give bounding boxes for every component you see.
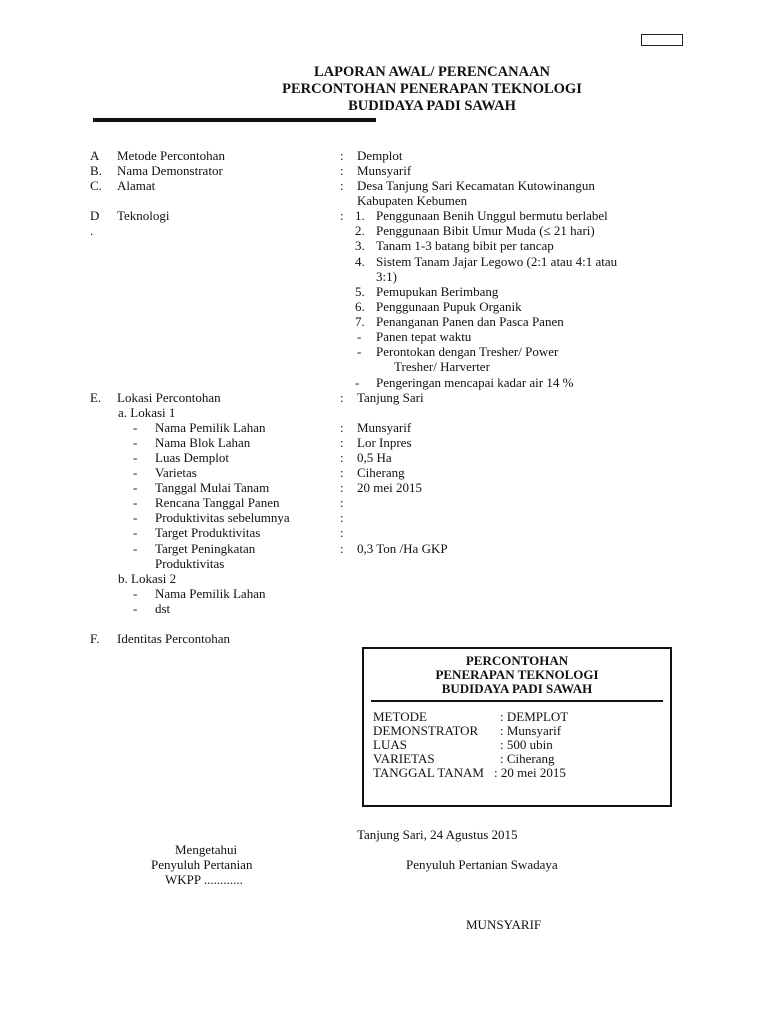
lokasi-1-dash-2: -: [133, 435, 138, 450]
lokasi-1-label-8: Target Produktivitas: [155, 525, 261, 540]
sign-right-title: Penyuluh Pertanian Swadaya: [406, 857, 558, 872]
section-e-value: Tanjung Sari: [357, 390, 424, 405]
section-d-label: Teknologi: [117, 208, 170, 223]
tech-item-3: Tanam 1-3 batang bibit per tancap: [376, 238, 554, 253]
sign-left-2: Penyuluh Pertanian: [151, 857, 253, 872]
title-underline: [93, 118, 376, 122]
tech-item-5: Pemupukan Berimbang: [376, 284, 499, 299]
section-c-value-line-1: Desa Tanjung Sari Kecamatan Kutowinangun: [357, 178, 595, 193]
report-title-line-1: LAPORAN AWAL/ PERENCANAAN: [313, 64, 551, 80]
signboard-title-3: BUDIDAYA PADI SAWAH: [441, 681, 593, 696]
section-b-label: Nama Demonstrator: [117, 163, 223, 178]
lokasi-1-colon-8: :: [340, 525, 344, 540]
tech-num-5: 5.: [355, 284, 365, 299]
signboard-value-demonstrator: : Munsyarif: [500, 723, 562, 738]
tech-sub-dash-3: -: [355, 375, 360, 390]
section-a-colon: :: [340, 148, 344, 163]
tech-num-2: 2.: [355, 223, 365, 238]
signboard-value-luas: : 500 ubin: [500, 737, 553, 752]
lokasi-1-value-9: 0,3 Ton /Ha GKP: [357, 541, 448, 556]
lokasi-1-dash-8: -: [133, 525, 138, 540]
lokasi-1-colon-2: :: [340, 435, 344, 450]
tech-item-4-cont: 3:1): [376, 269, 397, 284]
lokasi-2-heading: b. Lokasi 2: [118, 571, 177, 586]
section-c-label: Alamat: [117, 178, 156, 193]
lokasi-1-label-1: Nama Pemilik Lahan: [155, 420, 266, 435]
lokasi-1-colon-5: :: [340, 480, 344, 495]
signboard-value-metode: : DEMPLOT: [500, 709, 569, 724]
section-c-value-line-2: Kabupaten Kebumen: [357, 193, 468, 208]
lokasi-1-dash-5: -: [133, 480, 138, 495]
signboard-key-luas: LUAS: [373, 737, 407, 752]
corner-box: [641, 34, 683, 46]
tech-sub-2: Perontokan dengan Tresher/ Power: [376, 344, 559, 359]
lokasi-1-dash-7: -: [133, 510, 138, 525]
lokasi-2-dash-2: -: [133, 601, 138, 616]
tech-num-7: 7.: [355, 314, 365, 329]
section-a-label: Metode Percontohan: [117, 148, 225, 163]
section-d-letter: D: [90, 208, 100, 223]
report-title-line-2: PERCONTOHAN PENERAPAN TEKNOLOGI: [282, 81, 582, 97]
report-title-line-3: BUDIDAYA PADI SAWAH: [348, 98, 516, 114]
lokasi-1-value-4: Ciherang: [357, 465, 405, 480]
lokasi-1-colon-4: :: [340, 465, 344, 480]
lokasi-1-label-9: Target Peningkatan: [155, 541, 256, 556]
section-b-value: Munsyarif: [357, 163, 412, 178]
lokasi-1-value-5: 20 mei 2015: [357, 480, 422, 495]
tech-num-1: 1.: [355, 208, 365, 223]
lokasi-1-label-6: Rencana Tanggal Panen: [155, 495, 280, 510]
section-a-letter: A: [90, 148, 100, 163]
demplot-signboard: [362, 647, 672, 807]
signboard-value-tanggal-tanam: : 20 mei 2015: [494, 765, 566, 780]
lokasi-1-heading: a. Lokasi 1: [118, 405, 176, 420]
section-f-letter: F.: [90, 631, 100, 646]
signboard-key-metode: METODE: [373, 709, 427, 724]
place-date: Tanjung Sari, 24 Agustus 2015: [357, 827, 518, 842]
lokasi-1-colon-6: :: [340, 495, 344, 510]
lokasi-1-value-2: Lor Inpres: [357, 435, 412, 450]
lokasi-1-label-4: Varietas: [155, 465, 197, 480]
lokasi-1-value-3: 0,5 Ha: [357, 450, 392, 465]
tech-sub-3: Pengeringan mencapai kadar air 14 %: [376, 375, 574, 390]
lokasi-1-label-2: Nama Blok Lahan: [155, 435, 251, 450]
tech-sub-1: Panen tepat waktu: [376, 329, 472, 344]
section-e-label: Lokasi Percontohan: [117, 390, 221, 405]
section-a-value: Demplot: [357, 148, 403, 163]
signboard-key-demonstrator: DEMONSTRATOR: [373, 723, 479, 738]
section-f-label: Identitas Percontohan: [117, 631, 230, 646]
section-c-letter: C.: [90, 178, 102, 193]
signboard-key-varietas: VARIETAS: [373, 751, 435, 766]
tech-item-4: Sistem Tanam Jajar Legowo (2:1 atau 4:1 atau: [376, 254, 618, 269]
lokasi-1-colon-9: :: [340, 541, 344, 556]
tech-num-4: 4.: [355, 254, 365, 269]
lokasi-2-dash-1: -: [133, 586, 138, 601]
sign-left-1: Mengetahui: [175, 842, 238, 857]
lokasi-2-label-2: dst: [155, 601, 171, 616]
signboard-value-varietas: : Ciherang: [500, 751, 555, 766]
lokasi-1-dash-3: -: [133, 450, 138, 465]
lokasi-1-colon-3: :: [340, 450, 344, 465]
tech-num-3: 3.: [355, 238, 365, 253]
lokasi-1-colon-1: :: [340, 420, 344, 435]
lokasi-1-colon-7: :: [340, 510, 344, 525]
section-b-letter: B.: [90, 163, 102, 178]
signboard-title-2: PENERAPAN TEKNOLOGI: [435, 667, 599, 682]
tech-sub-2-cont: Tresher/ Harverter: [394, 359, 490, 374]
signboard-title-1: PERCONTOHAN: [465, 653, 569, 668]
lokasi-1-value-1: Munsyarif: [357, 420, 412, 435]
lokasi-1-label-5: Tanggal Mulai Tanam: [155, 480, 270, 495]
tech-sub-dash-1: -: [357, 329, 362, 344]
lokasi-1-label-7: Produktivitas sebelumnya: [155, 510, 290, 525]
section-d-colon: :: [340, 208, 344, 223]
lokasi-1-label-9-cont: Produktivitas: [155, 556, 225, 571]
section-e-letter: E.: [90, 390, 102, 405]
lokasi-1-dash-4: -: [133, 465, 138, 480]
lokasi-2-label-1: Nama Pemilik Lahan: [155, 586, 266, 601]
tech-item-6: Penggunaan Pupuk Organik: [376, 299, 522, 314]
lokasi-1-dash-9: -: [133, 541, 138, 556]
sign-left-3: WKPP ............: [165, 872, 243, 887]
signboard-divider: [371, 700, 663, 702]
lokasi-1-dash-6: -: [133, 495, 138, 510]
tech-item-2: Penggunaan Bibit Umur Muda (≤ 21 hari): [376, 223, 595, 238]
section-c-colon: :: [340, 178, 344, 193]
tech-sub-dash-2: -: [357, 344, 362, 359]
section-d-dot: .: [90, 223, 94, 238]
lokasi-1-label-3: Luas Demplot: [155, 450, 230, 465]
section-b-colon: :: [340, 163, 344, 178]
signboard-key-tanggal-tanam: TANGGAL TANAM: [373, 765, 484, 780]
tech-item-7: Penanganan Panen dan Pasca Panen: [376, 314, 564, 329]
tech-item-1: Penggunaan Benih Unggul bermutu berlabel: [376, 208, 608, 223]
tech-num-6: 6.: [355, 299, 365, 314]
lokasi-1-dash-1: -: [133, 420, 138, 435]
section-e-colon: :: [340, 390, 344, 405]
sign-right-name: MUNSYARIF: [466, 917, 542, 932]
